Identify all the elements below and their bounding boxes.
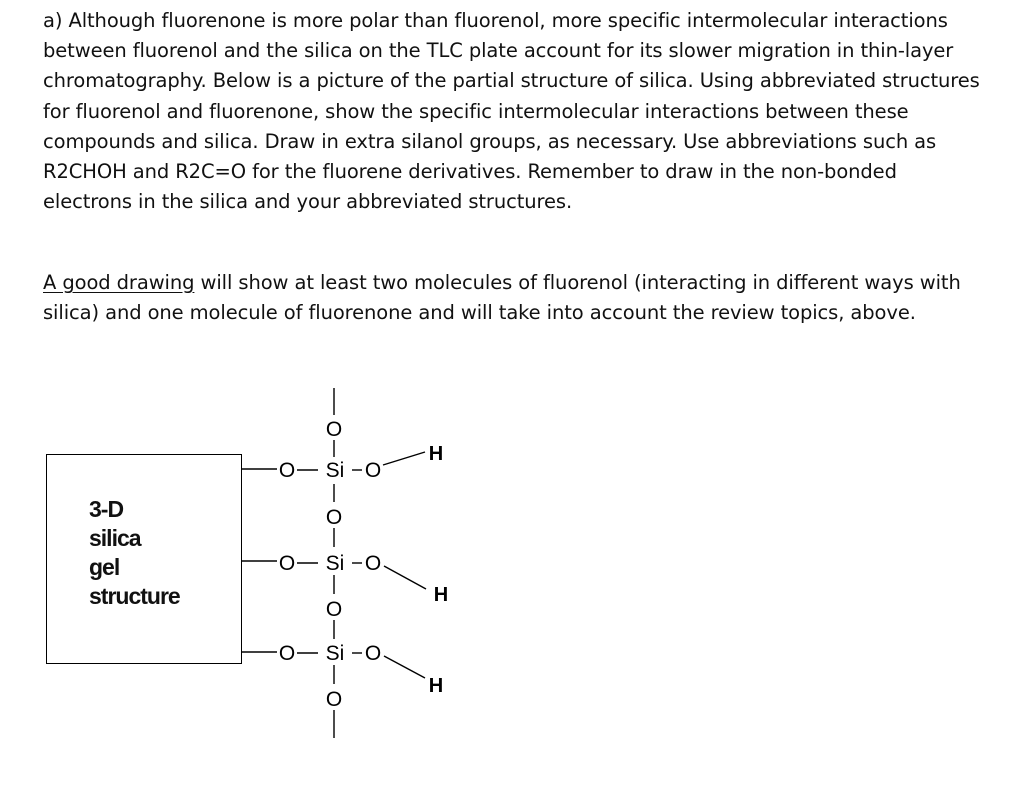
box-label-line-1: 3-D — [89, 496, 124, 522]
atom-o-mid1: O — [325, 506, 343, 529]
bond-oh-row3 — [384, 656, 425, 678]
atom-o-top: O — [325, 418, 343, 441]
atom-si-row3: Si — [325, 642, 345, 665]
bond-oh-row1 — [383, 452, 425, 465]
box-label-line-2: silica — [89, 525, 141, 551]
atom-o-left-row2: O — [278, 552, 296, 575]
atom-o-right-row2: O — [364, 552, 382, 575]
good-drawing-text: will show at least two molecules of fluorenol (interacting in different ways with silica) and one molecule of fluorenone and will take into account the review topics, above. — [43, 271, 961, 325]
atom-h-row1: H — [428, 443, 444, 465]
atom-h-row3: H — [428, 675, 444, 697]
atom-o-bottom: O — [325, 688, 343, 711]
atom-si-row1: Si — [325, 459, 345, 482]
question-part-a: a) Although fluorenone is more polar than fluorenol, more specific intermolecular interactions between fluorenol and the silica on the TLC plate account for its slower migration in thin-layer chromatography. Below is a picture of the partial structure of silica. Using abbreviated structures for fluorenol and fluorenone, show the specific intermolecular interactions between these compounds and silica. Draw in extra silanol groups, as necessary. Use abbreviations such as R2CHOH and R2C=O for the fluorene derivatives. Remember to draw in the non-bonded electrons in the silica and your abbreviated structures. — [43, 9, 980, 214]
atom-o-left-row1: O — [278, 459, 296, 482]
box-label-line-3: gel — [89, 554, 120, 580]
atom-o-left-row3: O — [278, 642, 296, 665]
good-drawing-underlined: A good drawing — [43, 271, 195, 294]
bond-oh-row2 — [384, 566, 426, 589]
atom-o-right-row1: O — [364, 459, 382, 482]
atom-si-row2: Si — [325, 552, 345, 575]
box-label-line-4: structure — [89, 583, 180, 609]
atom-o-right-row3: O — [364, 642, 382, 665]
atom-o-mid2: O — [325, 598, 343, 621]
atom-h-row2: H — [433, 584, 449, 606]
